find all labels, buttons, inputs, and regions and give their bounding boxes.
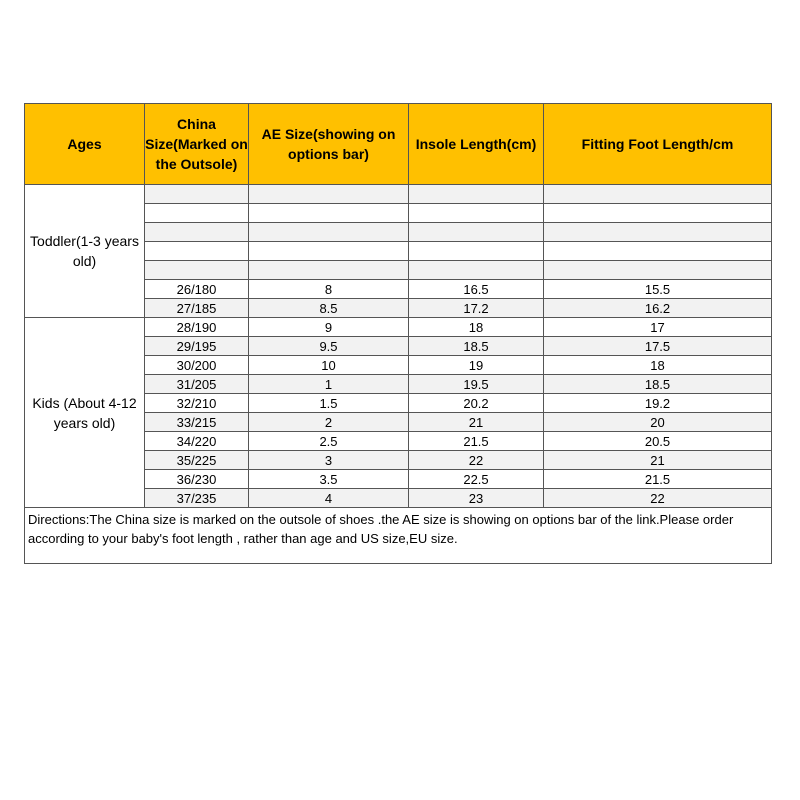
directions-row [25, 508, 772, 564]
ae-size-cell: 4 [249, 489, 409, 508]
ae-size-cell: 1 [249, 375, 409, 394]
ae-size-cell: 8.5 [249, 299, 409, 318]
china-size-cell [145, 185, 249, 204]
directions-note: Directions:The China size is marked on the outsole of shoes .the AE size is showing on options bar of the link.Please order according to your baby's foot length , rather than age and US size,EU size. [25, 508, 772, 564]
insole-length-cell: 17.2 [409, 299, 544, 318]
header-china-size: China Size(Marked on the Outsole) [145, 104, 249, 185]
china-size-cell: 34/220 [145, 432, 249, 451]
china-size-cell [145, 261, 249, 280]
header-insole-length: Insole Length(cm) [409, 104, 544, 185]
insole-length-cell [409, 242, 544, 261]
china-size-cell [145, 223, 249, 242]
insole-length-cell: 21.5 [409, 432, 544, 451]
insole-length-cell: 20.2 [409, 394, 544, 413]
foot-length-cell: 19.2 [544, 394, 772, 413]
ae-size-cell: 9.5 [249, 337, 409, 356]
insole-length-cell: 22 [409, 451, 544, 470]
foot-length-cell [544, 185, 772, 204]
ae-size-cell [249, 261, 409, 280]
header-ages: Ages [25, 104, 145, 185]
header-ae-size: AE Size(showing on options bar) [249, 104, 409, 185]
foot-length-cell [544, 204, 772, 223]
china-size-cell: 33/215 [145, 413, 249, 432]
foot-length-cell: 22 [544, 489, 772, 508]
foot-length-cell: 20.5 [544, 432, 772, 451]
foot-length-cell: 21 [544, 451, 772, 470]
ae-size-cell: 3 [249, 451, 409, 470]
ae-size-cell [249, 242, 409, 261]
ae-size-cell [249, 185, 409, 204]
insole-length-cell [409, 204, 544, 223]
age-group-toddler: Toddler(1-3 years old) [25, 185, 145, 318]
insole-length-cell: 18 [409, 318, 544, 337]
insole-length-cell [409, 261, 544, 280]
age-group-kids: Kids (About 4-12 years old) [25, 318, 145, 508]
insole-length-cell: 16.5 [409, 280, 544, 299]
ae-size-cell: 1.5 [249, 394, 409, 413]
foot-length-cell: 16.2 [544, 299, 772, 318]
foot-length-cell [544, 223, 772, 242]
foot-length-cell: 15.5 [544, 280, 772, 299]
china-size-cell: 32/210 [145, 394, 249, 413]
insole-length-cell: 18.5 [409, 337, 544, 356]
insole-length-cell: 22.5 [409, 470, 544, 489]
china-size-cell: 27/185 [145, 299, 249, 318]
china-size-cell: 26/180 [145, 280, 249, 299]
china-size-cell: 28/190 [145, 318, 249, 337]
ae-size-cell: 2.5 [249, 432, 409, 451]
insole-length-cell [409, 223, 544, 242]
foot-length-cell: 20 [544, 413, 772, 432]
foot-length-cell: 17 [544, 318, 772, 337]
foot-length-cell [544, 242, 772, 261]
insole-length-cell: 19.5 [409, 375, 544, 394]
china-size-cell: 29/195 [145, 337, 249, 356]
ae-size-cell [249, 204, 409, 223]
foot-length-cell: 21.5 [544, 470, 772, 489]
insole-length-cell [409, 185, 544, 204]
foot-length-cell: 17.5 [544, 337, 772, 356]
foot-length-cell: 18 [544, 356, 772, 375]
china-size-cell: 37/235 [145, 489, 249, 508]
header-foot-length: Fitting Foot Length/cm [544, 104, 772, 185]
insole-length-cell: 19 [409, 356, 544, 375]
ae-size-cell [249, 223, 409, 242]
insole-length-cell: 21 [409, 413, 544, 432]
table-row [25, 185, 772, 204]
table-row [25, 318, 772, 337]
ae-size-cell: 3.5 [249, 470, 409, 489]
foot-length-cell: 18.5 [544, 375, 772, 394]
china-size-cell: 31/205 [145, 375, 249, 394]
header-row [25, 104, 772, 185]
insole-length-cell: 23 [409, 489, 544, 508]
size-chart-table [24, 103, 772, 564]
china-size-cell: 30/200 [145, 356, 249, 375]
china-size-cell [145, 242, 249, 261]
ae-size-cell: 2 [249, 413, 409, 432]
foot-length-cell [544, 261, 772, 280]
china-size-cell: 36/230 [145, 470, 249, 489]
ae-size-cell: 10 [249, 356, 409, 375]
ae-size-cell: 9 [249, 318, 409, 337]
ae-size-cell: 8 [249, 280, 409, 299]
china-size-cell [145, 204, 249, 223]
china-size-cell: 35/225 [145, 451, 249, 470]
